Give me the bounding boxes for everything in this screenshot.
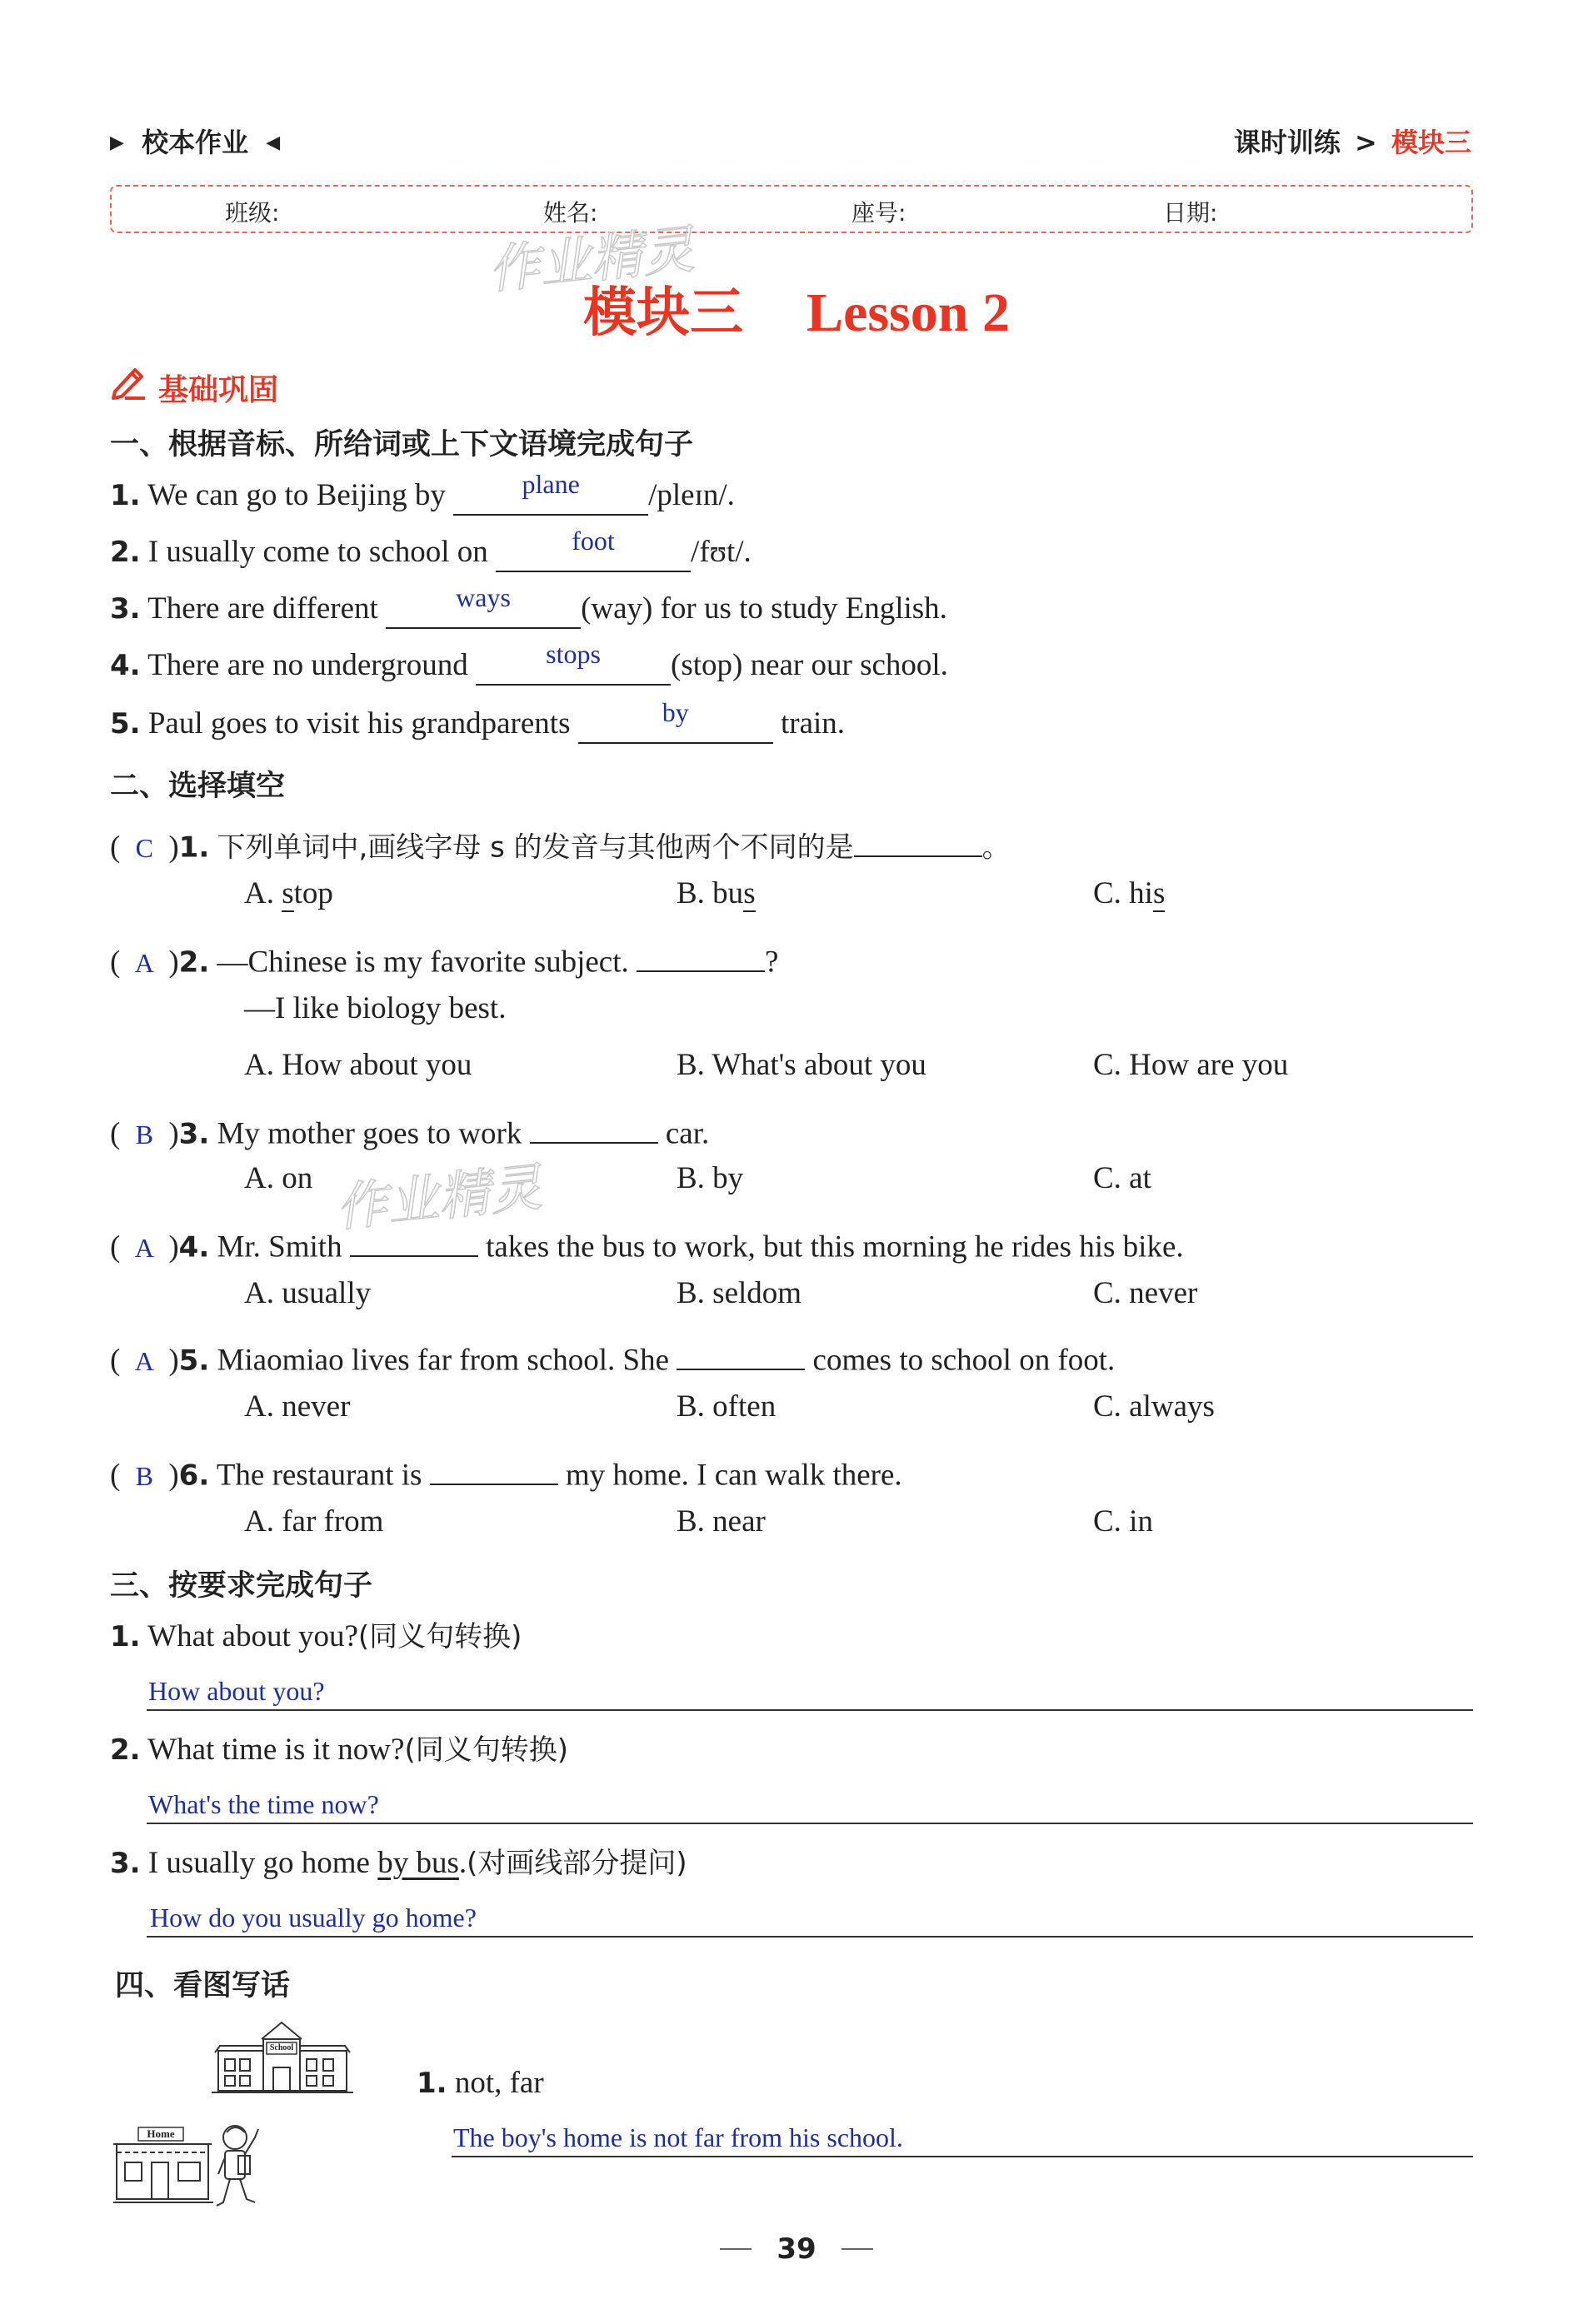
name-label: 姓名: — [543, 199, 598, 227]
section4-heading: 四、看图写话 — [115, 1969, 291, 2002]
q2-option-b[interactable]: B. What's about you — [677, 1048, 926, 1082]
s3-answer-2[interactable]: What's the time now? — [148, 1789, 379, 1819]
q2-reply: —I like biology best. — [244, 991, 507, 1025]
q3-option-b[interactable]: B. by — [677, 1161, 744, 1195]
q1-option-c[interactable]: C. his — [1093, 876, 1166, 910]
class-label: 班级: — [225, 199, 280, 227]
q6-option-a[interactable]: A. far from — [244, 1504, 384, 1539]
q6-option-c[interactable]: C. in — [1093, 1504, 1153, 1539]
answer-line — [452, 2156, 1473, 2157]
q4-option-a[interactable]: A. usually — [244, 1276, 372, 1310]
home-boy-illustration — [113, 2116, 263, 2220]
mc-answer[interactable]: A — [134, 1232, 154, 1263]
mc-question-6: ( B )6. The restaurant is my home. I can walk there. — [110, 1449, 902, 1491]
q3-option-c[interactable]: C. at — [1093, 1161, 1151, 1195]
answer-blank[interactable] — [530, 1108, 658, 1144]
seat-label: 座号: — [851, 199, 906, 227]
q5-option-c[interactable]: C. always — [1093, 1389, 1215, 1424]
section1-heading: 一、根据音标、所给词或上下文语境完成句子 — [110, 428, 694, 461]
info-bar — [110, 185, 1473, 233]
s1-item-2: 2. I usually come to school on foot /fʊt/. — [110, 536, 752, 572]
answer-blank[interactable]: ways — [386, 593, 581, 629]
answer-blank[interactable] — [350, 1221, 478, 1257]
answer-blank[interactable] — [637, 936, 765, 972]
triangle-right-icon: ▶ — [110, 132, 124, 153]
date-label: 日期: — [1163, 199, 1218, 227]
s1-item-1: 1. We can go to Beijing by plane /pleɪn/. — [110, 480, 735, 516]
header-right-arrow: > — [1355, 127, 1377, 158]
mc-question-1: ( C )1. 下列单词中,画线字母 s 的发音与其他两个不同的是 。 — [110, 821, 1011, 863]
mc-answer[interactable]: A — [134, 1345, 154, 1376]
school-sign: School — [269, 2043, 294, 2052]
section3-heading: 三、按要求完成句子 — [110, 1569, 373, 1603]
q2-option-a[interactable]: A. How about you — [244, 1048, 472, 1082]
q5-option-b[interactable]: B. often — [677, 1389, 777, 1424]
watermark: 作业精灵 — [485, 218, 697, 301]
s1-item-3: 3. There are different ways (way) for us to study English. — [110, 593, 947, 629]
s1-item-4: 4. There are no underground stops (stop) near our school. — [110, 650, 948, 686]
answer-line — [147, 1823, 1473, 1824]
page-number: 39 — [777, 2232, 816, 2266]
mc-question-5: ( A )5. Miaomiao lives far from school. She comes to school on foot. — [110, 1334, 1115, 1376]
mc-answer[interactable]: C — [135, 832, 153, 863]
answer-blank[interactable]: by — [578, 708, 773, 744]
s4-answer-1[interactable]: The boy's home is not far from his school. — [453, 2122, 903, 2152]
answer-blank[interactable]: stops — [476, 650, 671, 686]
mc-question-4: ( A )4. Mr. Smith takes the bus to work, but this morning he rides his bike. — [110, 1221, 1184, 1263]
answer-blank[interactable] — [677, 1334, 805, 1370]
header-left-label: 校本作业 — [142, 127, 249, 158]
s4-item-1: 1. not, far — [417, 2066, 544, 2100]
answer-line — [147, 1709, 1473, 1711]
mc-answer[interactable]: B — [135, 1460, 153, 1491]
mc-answer[interactable]: B — [135, 1119, 153, 1150]
q1-option-b[interactable]: B. bus — [677, 876, 756, 910]
page-number-area — [0, 2232, 1593, 2266]
s3-item-1: 1. What about you?(同义句转换) — [110, 1619, 522, 1653]
answer-blank[interactable]: foot — [496, 536, 691, 572]
answer-line — [147, 1936, 1473, 1937]
mc-question-2: ( A )2. —Chinese is my favorite subject. ? — [110, 936, 778, 978]
answer-blank[interactable]: plane — [453, 480, 648, 516]
header-right-label: 课时训练 — [1233, 127, 1341, 158]
header-right — [1234, 122, 1471, 160]
header-left — [110, 122, 280, 160]
pencil-icon — [110, 363, 148, 406]
q4-option-c[interactable]: C. never — [1093, 1276, 1198, 1310]
q1-option-a[interactable]: A. stop — [244, 876, 333, 910]
watermark: 作业精灵 — [332, 1156, 545, 1239]
q4-option-b[interactable]: B. seldom — [677, 1276, 802, 1310]
school-illustration — [212, 2017, 353, 2100]
s3-item-3: 3. I usually go home by bus.(对画线部分提问) — [110, 1846, 687, 1880]
triangle-left-icon: ◀ — [266, 132, 281, 153]
s3-answer-3[interactable]: How do you usually go home? — [150, 1903, 477, 1933]
header-right-module: 模块三 — [1391, 127, 1471, 158]
answer-blank[interactable] — [854, 821, 982, 857]
title-lesson: Lesson 2 — [806, 282, 1010, 343]
section-basic-label: 基础巩固 — [158, 373, 279, 407]
q2-option-c[interactable]: C. How are you — [1093, 1048, 1289, 1082]
s3-answer-1[interactable]: How about you? — [148, 1676, 325, 1706]
title-module: 模块三 — [583, 282, 744, 344]
s3-item-2: 2. What time is it now?(同义句转换) — [110, 1733, 568, 1767]
home-sign: Home — [147, 2127, 175, 2140]
mc-answer[interactable]: A — [134, 947, 154, 978]
q3-option-a[interactable]: A. on — [244, 1161, 313, 1195]
page-title — [0, 270, 1593, 347]
mc-question-3: ( B )3. My mother goes to work car. — [110, 1108, 709, 1150]
s1-item-5: 5. Paul goes to visit his grandparents by train. — [110, 708, 845, 744]
q6-option-b[interactable]: B. near — [677, 1504, 766, 1539]
answer-blank[interactable] — [430, 1449, 558, 1485]
section2-heading: 二、选择填空 — [110, 770, 286, 803]
q5-option-a[interactable]: A. never — [244, 1389, 351, 1424]
